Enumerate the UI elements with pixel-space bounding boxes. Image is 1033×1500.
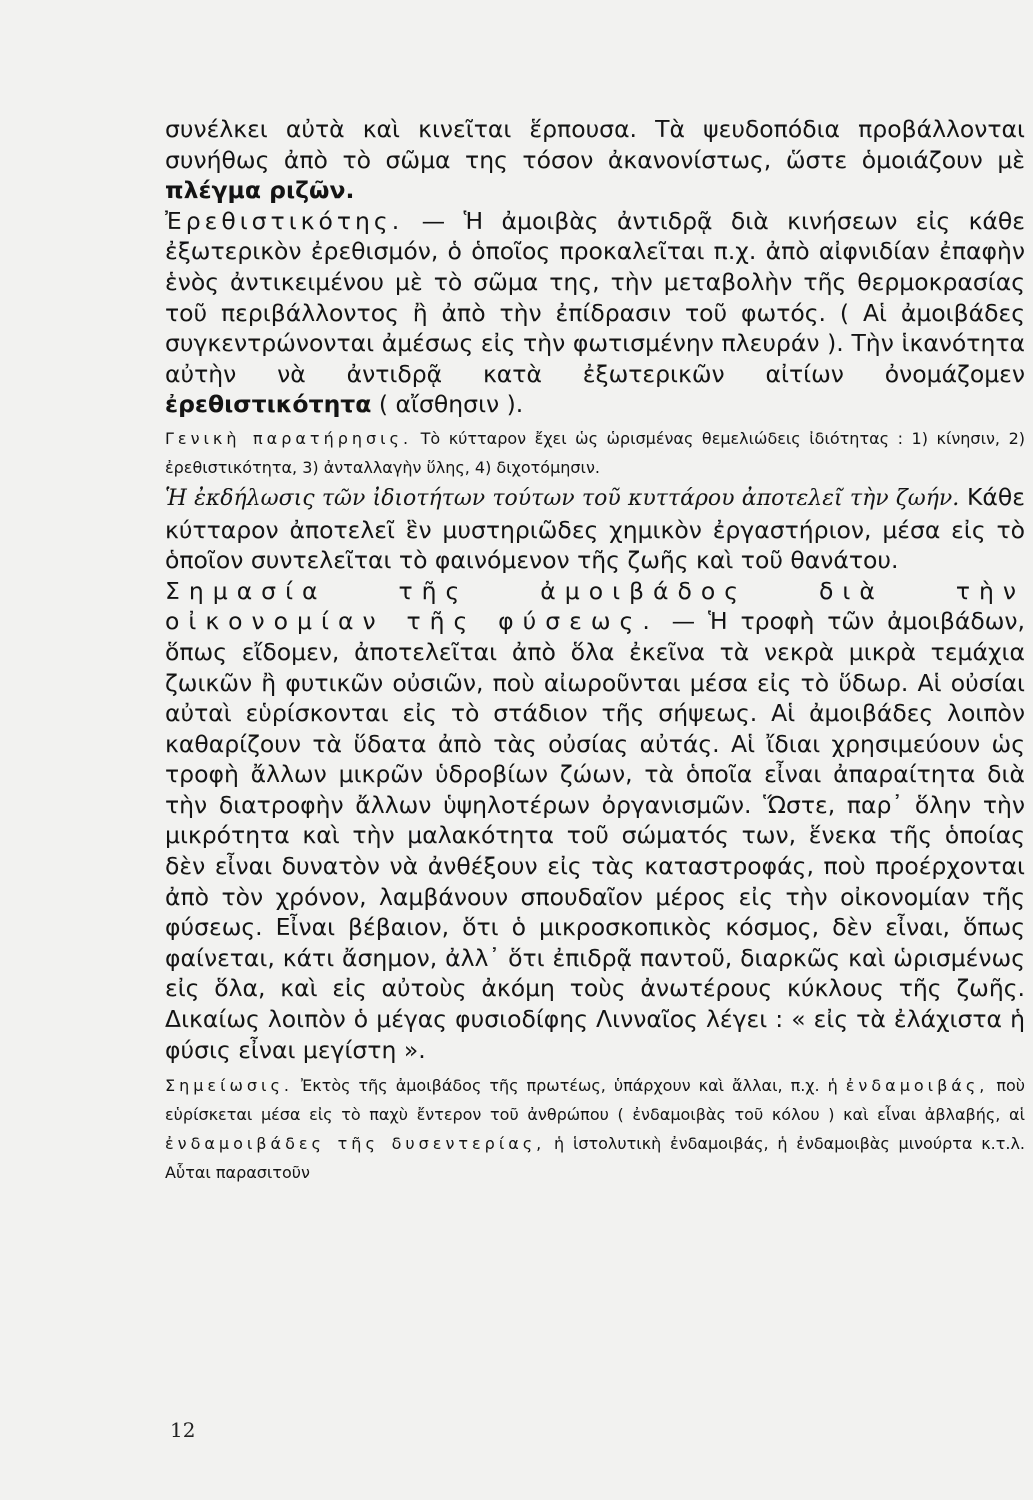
footnote-heading: Σημείωσις. [165, 1076, 293, 1096]
footnote-text: ἡ ἱστολυτικὴ ἐνδαμοιβάς, ἡ ἐνδαμοιβὰς μινούρτα κ.τ.λ. Αὗται παρασιτοῦν [165, 1134, 1026, 1183]
bold-term: ἐρεθιστικότητα [165, 390, 372, 419]
paragraph-text: συνέλκει αὐτὰ καὶ κινεῖται ἕρπουσα. Τὰ ψευδοπόδια προβάλλονται συνήθως ἀπὸ τὸ σῶμα της τόσον ἀκανονίστως, ὥστε ὁμοιάζουν μὲ [165, 115, 1025, 174]
paragraph-text: Κάθε κύτταρον ἀποτελεῖ ἓν μυστηριῶδες χημικὸν ἐργαστήριον, μέσα εἰς τὸ ὁποῖον συντελεῖται τὸ φαινόμενον τῆς ζωῆς καὶ τοῦ θανάτου. [165, 482, 1026, 575]
remark-text: Τὸ κύτταρον ἔχει ὡς ὡρισμένας θεμελιώδεις ἰδιότητας : 1) κίνησιν, 2) ἐρεθιστικότητα, 3) ἀνταλλαγὴν ὕλης, 4) διχοτόμησιν. [165, 428, 1025, 477]
paragraph-pseudopodia [165, 114, 1025, 206]
spaced-term: ἐνδαμοιβάδες τῆς δυσεντερίας, [165, 1134, 546, 1154]
section-heading: Σημασία τῆς ἀμοιβάδος διὰ τὴν οἰκονομίαν τῆς φύσεως. [165, 576, 1025, 636]
remark-heading: Γενικὴ παρατήρησις. [165, 428, 413, 448]
paragraph-irritability [165, 206, 1025, 420]
paragraph-text: — Ἡ τροφὴ τῶν ἀμοιβάδων, ὅπως εἴδομεν, ἀποτελεῖται ἀπὸ ὅλα ἐκεῖνα τὰ νεκρὰ μικρὰ τεμάχια ζωικῶν ἢ φυτικῶν οὐσιῶν, ποὺ αἰωροῦνται μέσα εἰς τὸ ὕδωρ. Αἱ οὐσίαι αὐταὶ εὑρίσκονται εἰς τὸ στάδιον τῆς σήψεως. Αἱ ἀμοιβάδες λοιπὸν καθαρίζουν τὰ ὕδατα ἀπὸ τὰς οὐσίας αὐτάς. Αἱ ἴδιαι χρησιμεύουν ὡς τροφὴ ἄλλων μικρῶν ὑδροβίων ζώων, τὰ ὁποῖα εἶναι ἀπαραίτητα διὰ τὴν διατροφὴν ἄλλων ὑψηλοτέρων ὀργανισμῶν. Ὥστε, παρ᾿ ὅλην τὴν μικρότητα καὶ τὴν μαλακότητα τοῦ σώματός των, ἕνεκα τῆς ὁποίας δὲν εἶναι δυνατὸν νὰ ἀνθέξουν εἰς τὰς καταστροφάς, ποὺ προέρχονται ἀπὸ τὸν χρόνον, λαμβάνουν σπουδαῖον μέρος εἰς τὴν οἰκονομίαν τῆς φύσεως. Εἶναι βέβαιον, ὅτι ὁ μικροσκοπικὸς κόσμος, δὲν εἶναι, ὅπως φαίνεται, κάτι ἄσημον, ἀλλ᾿ ὅτι ἐπιδρᾷ παντοῦ, διαρκῶς καὶ ὡρισμένως εἰς ὅλα, καὶ εἰς αὐτοὺς ἀκόμη τοὺς ἀνωτέρους κύκλους τῆς ζωῆς. Δικαίως λοιπὸν ὁ μέγας φυσιοδίφης Λινναῖος λέγει : « εἰς τὰ ἐλάχιστα ἡ φύσις εἶναι μεγίστη ». [165, 607, 1025, 1064]
paragraph-importance [165, 576, 1025, 1066]
section-heading: Ἐρεθιστικότης. [165, 206, 404, 235]
italic-statement: Ἡ ἐκδήλωσις τῶν ἰδιοτήτων τούτων τοῦ κυττάρου ἀποτελεῖ τὴν ζωήν. [165, 485, 960, 511]
footnote-text: ποὺ εὑρίσκεται μέσα εἰς τὸ παχὺ ἔντερον τοῦ ἀνθρώπου ( ἐνδαμοιβὰς τοῦ κόλου ) καὶ εἶναι ἀβλαβής, αἱ [165, 1076, 1026, 1125]
spaced-term: ἐνδαμοιβάς, [845, 1076, 989, 1096]
main-text-block [165, 114, 1025, 1187]
page-number: 12 [170, 1418, 196, 1442]
bold-term: πλέγμα ριζῶν. [165, 176, 355, 205]
paragraph-life [165, 482, 1025, 576]
footnote [165, 1071, 1025, 1187]
footnote-text: Ἐκτὸς τῆς ἀμοιβάδος τῆς πρωτέως, ὑπάρχουν καὶ ἄλλαι, π.χ. ἡ [292, 1076, 846, 1096]
paragraph-text: — Ἡ ἀμοιβὰς ἀντιδρᾷ διὰ κινήσεων εἰς κάθε ἐξωτερικὸν ἐρεθισμόν, ὁ ὁποῖος προκαλεῖται π.χ. ἀπὸ αἰφνιδίαν ἐπαφὴν ἑνὸς ἀντικειμένου μὲ τὸ σῶμα της, τὴν μεταβολὴν τῆς θερμοκρασίας τοῦ περιβάλλοντος ἢ ἀπὸ τὴν ἐπίδρασιν τοῦ φωτός. ( Αἱ ἀμοιβάδες συγκεντρώνονται ἀμέσως εἰς τὴν φωτισμένην πλευράν ). Τὴν ἱκανότητα αὐτὴν νὰ ἀντιδρᾷ κατὰ ἐξωτερικῶν αἰτίων ὀνομάζομεν [165, 206, 1025, 388]
paragraph-text: ( αἴσθησιν ). [371, 390, 524, 419]
general-remark [165, 424, 1025, 482]
